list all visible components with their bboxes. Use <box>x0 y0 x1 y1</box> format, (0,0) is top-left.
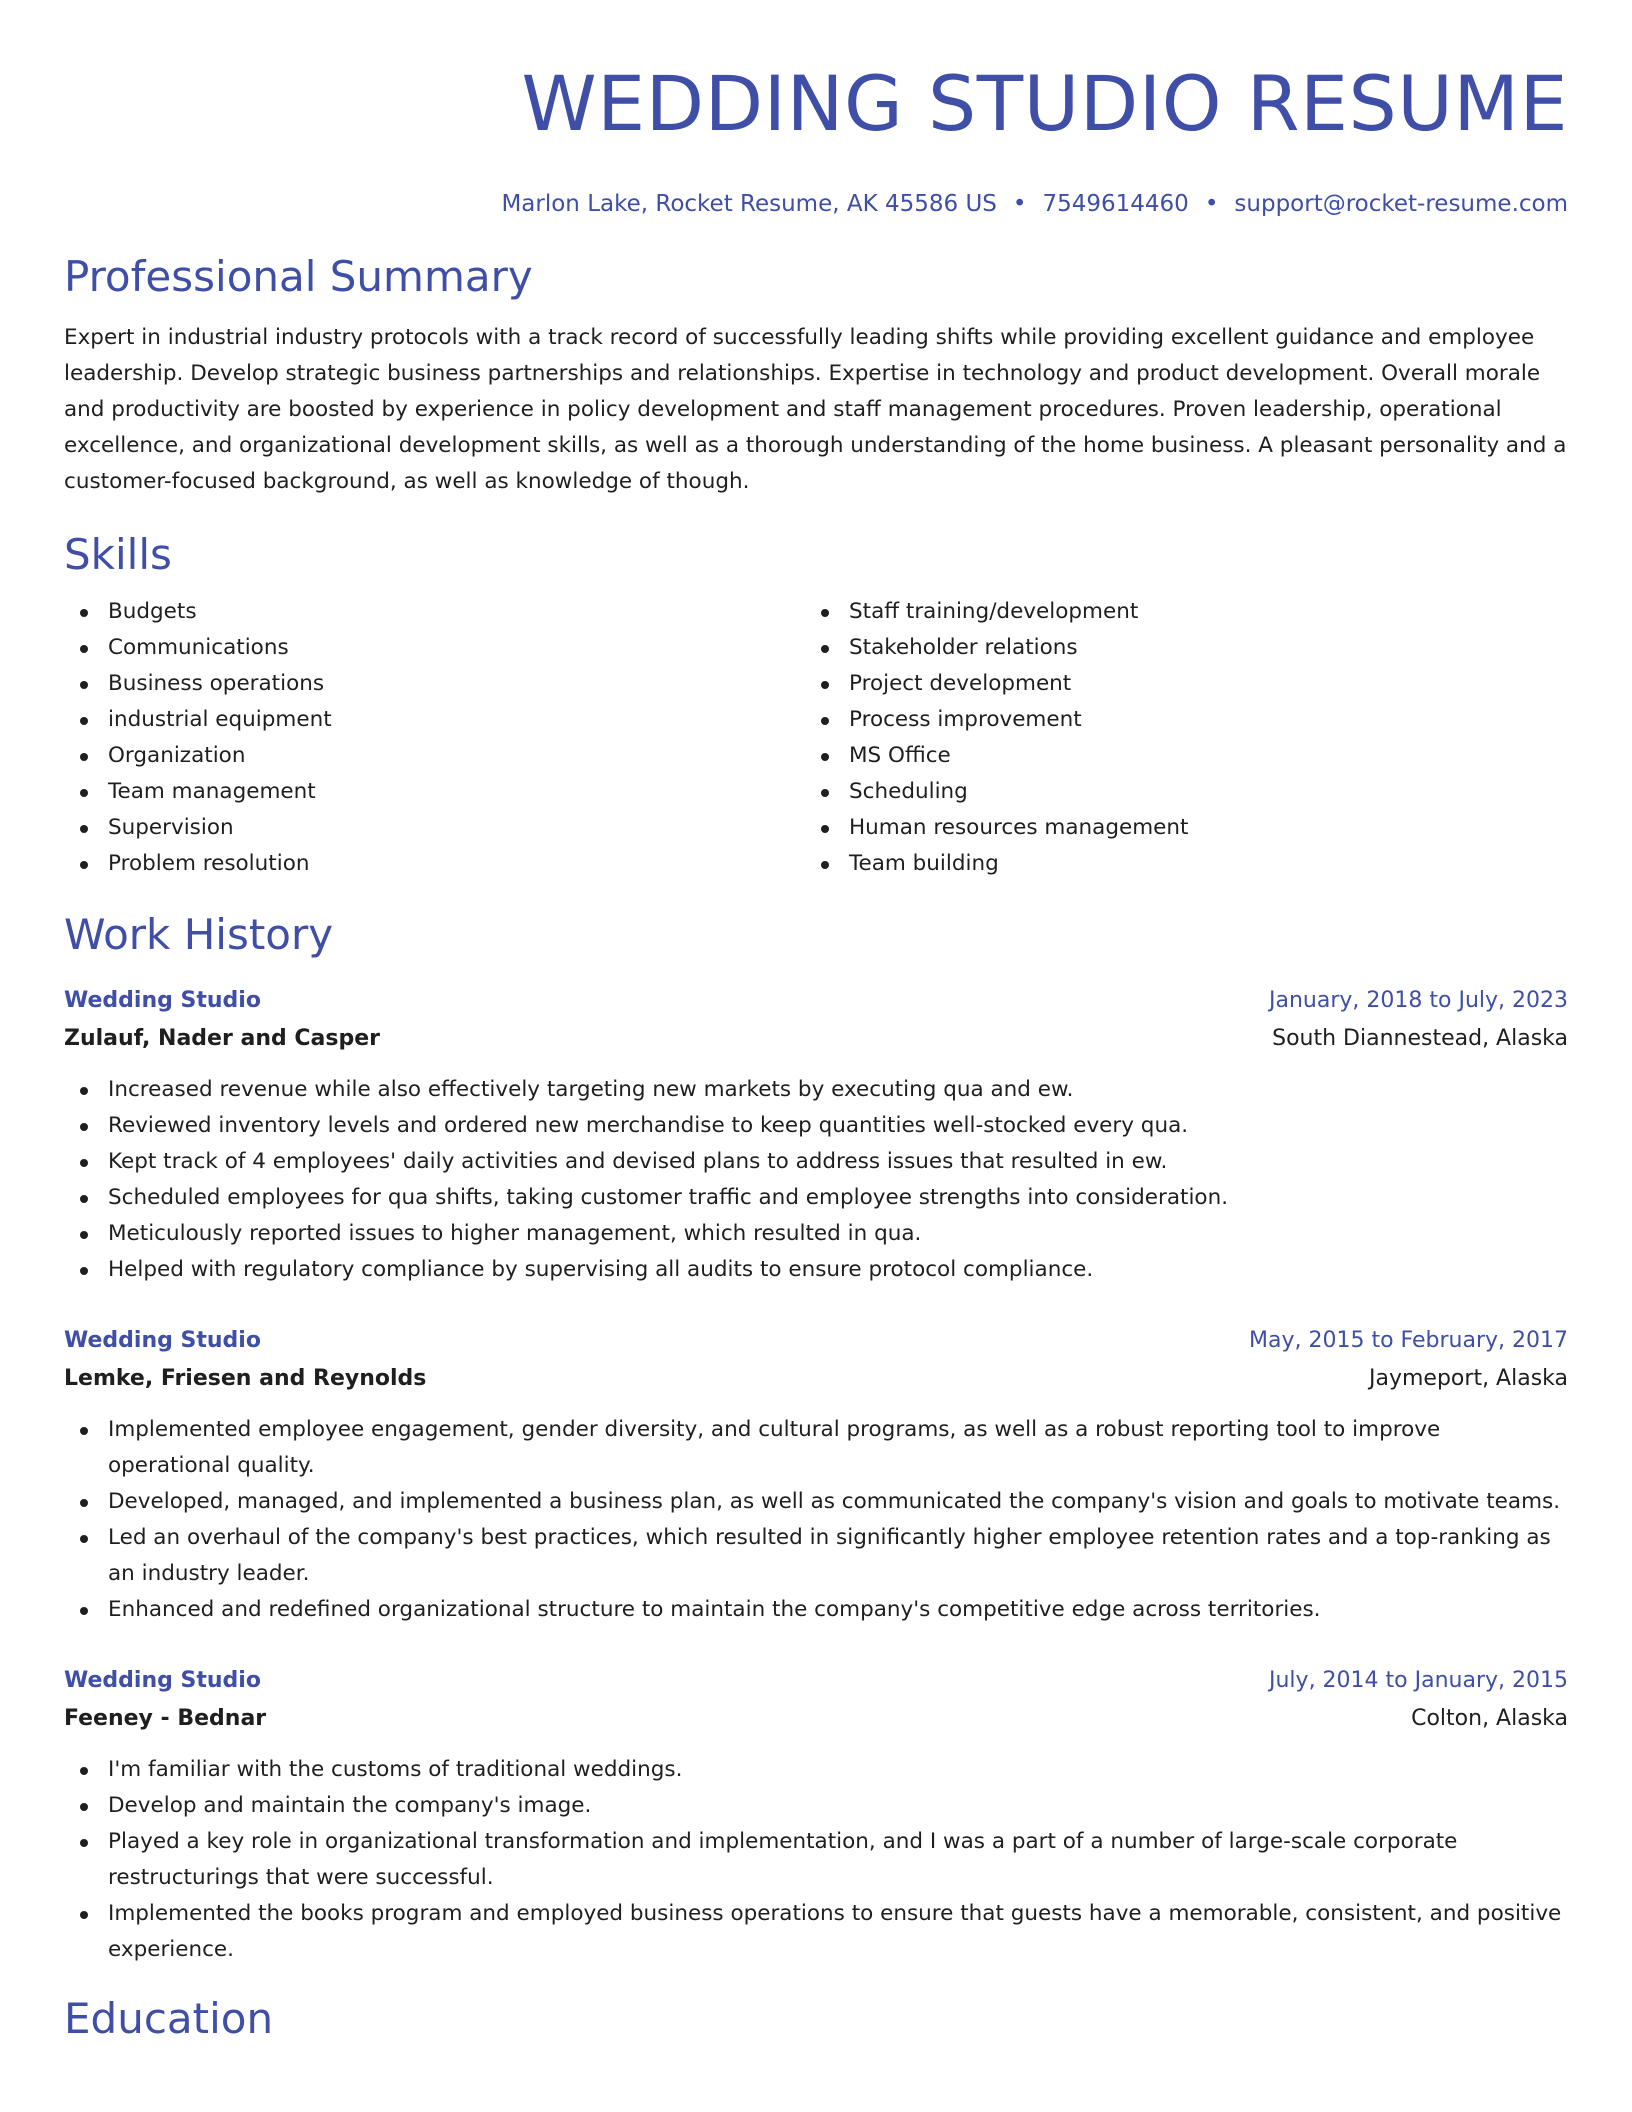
job-entry <box>64 1322 1568 1628</box>
job-company: Feeney - Bednar <box>64 1706 267 1731</box>
job-entry <box>64 1662 1568 1968</box>
job-dates: May, 2015 to February, 2017 <box>1249 1328 1568 1353</box>
job-header-row <box>64 982 1568 1020</box>
resume-title: WEDDING STUDIO RESUME <box>521 59 1568 148</box>
job-bullet: Increased revenue while also effectively targeting new markets by executing qua and ew. <box>64 1072 1568 1108</box>
skill-item: Budgets <box>64 594 805 630</box>
job-location: Colton, Alaska <box>1411 1706 1568 1731</box>
job-company-row <box>64 1700 1568 1738</box>
job-bullet: Implemented the books program and employed business operations to ensure that guests have a memorable, consistent, and positive experience. <box>64 1896 1568 1968</box>
job-company-row <box>64 1020 1568 1058</box>
skill-item: Human resources management <box>805 810 1546 846</box>
skill-item: Problem resolution <box>64 846 805 882</box>
job-company-row <box>64 1360 1568 1398</box>
job-header-row <box>64 1322 1568 1360</box>
contact-separator: • <box>1012 191 1027 217</box>
skill-item: Process improvement <box>805 702 1546 738</box>
contact-address: Marlon Lake, Rocket Resume, AK 45586 US <box>501 191 997 217</box>
job-bullet: Led an overhaul of the company's best practices, which resulted in significantly higher employee retention rates and a top-ranking as an industry leader. <box>64 1520 1568 1592</box>
job-bullet: Developed, managed, and implemented a business plan, as well as communicated the company's vision and goals to motivate teams. <box>64 1484 1568 1520</box>
contact-line <box>64 188 1568 220</box>
contact-phone: 7549614460 <box>1042 191 1189 217</box>
skills-column-right <box>805 594 1546 882</box>
job-location: Jaymeport, Alaska <box>1369 1366 1568 1391</box>
summary-heading: Professional Summary <box>64 252 533 301</box>
skill-item: Communications <box>64 630 805 666</box>
job-bullets <box>64 1072 1568 1288</box>
skills-list <box>64 594 1568 882</box>
skill-item: Supervision <box>64 810 805 846</box>
skill-item: Staff training/development <box>805 594 1546 630</box>
job-role: Wedding Studio <box>64 1328 261 1353</box>
skill-item: Organization <box>64 738 805 774</box>
skills-column-left <box>64 594 805 882</box>
summary-text: Expert in industrial industry protocols with a track record of successfully leading shifts while providing excellent guidance and employee leadership. Develop strategic business partnerships and relationships. Expertise in technology and product development. Overall morale and productivity are boosted by experience in policy development and staff management procedures. Proven leadership, operational excellence, and organizational development skills, as well as a thorough understanding of the home business. A pleasant personality and a customer-focused background, as well as knowledge of though. <box>64 325 1567 494</box>
job-bullet: Meticulously reported issues to higher management, which resulted in qua. <box>64 1216 1568 1252</box>
job-entry <box>64 982 1568 1288</box>
job-bullet: Enhanced and redefined organizational structure to maintain the company's competitive edge across territories. <box>64 1592 1568 1628</box>
contact-separator: • <box>1204 191 1219 217</box>
job-bullets <box>64 1412 1568 1628</box>
job-bullet: Scheduled employees for qua shifts, taking customer traffic and employee strengths into consideration. <box>64 1180 1568 1216</box>
skill-item: Stakeholder relations <box>805 630 1546 666</box>
skill-item: Business operations <box>64 666 805 702</box>
skill-item: Scheduling <box>805 774 1546 810</box>
job-bullet: Reviewed inventory levels and ordered new merchandise to keep quantities well-stocked every qua. <box>64 1108 1568 1144</box>
job-company: Lemke, Friesen and Reynolds <box>64 1366 427 1391</box>
education-heading: Education <box>64 1994 274 2043</box>
skills-heading: Skills <box>64 530 172 579</box>
job-company: Zulauf, Nader and Casper <box>64 1026 381 1051</box>
job-bullet: Kept track of 4 employees' daily activities and devised plans to address issues that resulted in ew. <box>64 1144 1568 1180</box>
job-bullet: Implemented employee engagement, gender diversity, and cultural programs, as well as a robust reporting tool to improve operational quality. <box>64 1412 1568 1484</box>
skill-item: Project development <box>805 666 1546 702</box>
job-role: Wedding Studio <box>64 988 261 1013</box>
job-bullet: I'm familiar with the customs of traditional weddings. <box>64 1752 1568 1788</box>
skill-item: industrial equipment <box>64 702 805 738</box>
skill-item: Team building <box>805 846 1546 882</box>
job-header-row <box>64 1662 1568 1700</box>
job-dates: January, 2018 to July, 2023 <box>1269 988 1568 1013</box>
contact-email[interactable]: support@rocket-resume.com <box>1234 191 1568 217</box>
job-bullet: Develop and maintain the company's image. <box>64 1788 1568 1824</box>
work-history-heading: Work History <box>64 910 334 959</box>
job-bullets <box>64 1752 1568 1968</box>
job-bullet: Helped with regulatory compliance by supervising all audits to ensure protocol compliance. <box>64 1252 1568 1288</box>
skill-item: Team management <box>64 774 805 810</box>
job-role: Wedding Studio <box>64 1668 261 1693</box>
job-location: South Diannestead, Alaska <box>1272 1026 1568 1051</box>
skill-item: MS Office <box>805 738 1546 774</box>
job-bullet: Played a key role in organizational transformation and implementation, and I was a part of a number of large-scale corporate restructurings that were successful. <box>64 1824 1568 1896</box>
job-dates: July, 2014 to January, 2015 <box>1269 1668 1568 1693</box>
